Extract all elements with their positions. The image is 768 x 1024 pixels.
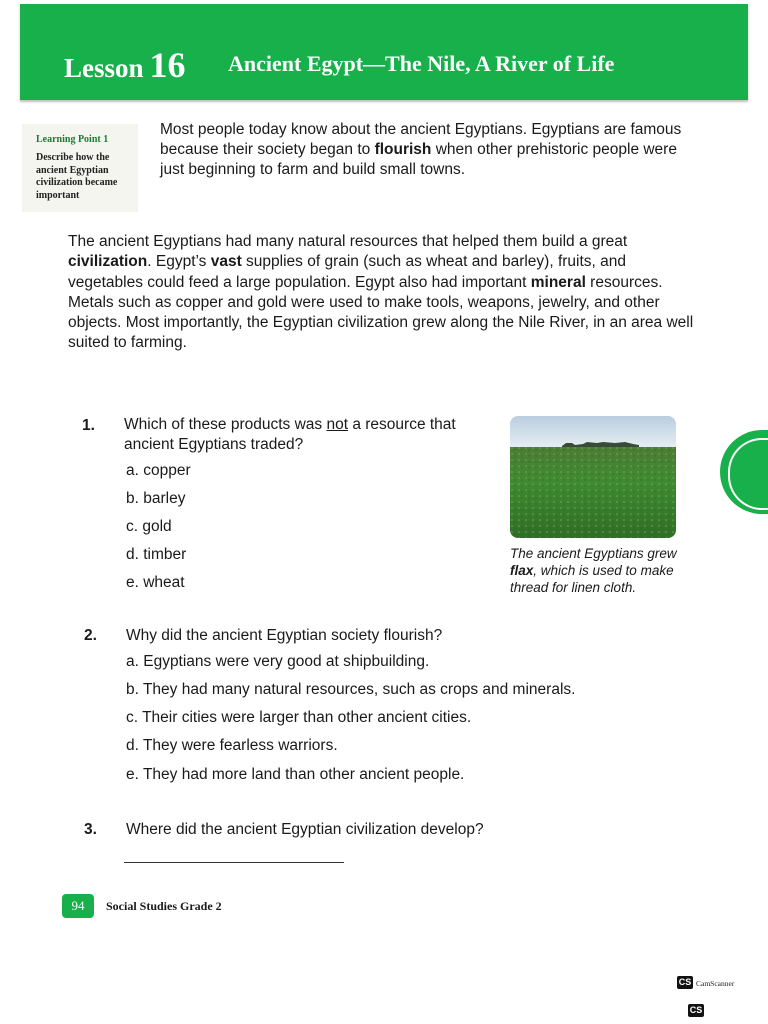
flax-field-image: [510, 416, 676, 538]
paragraph-text: resources. Metals such as copper and gold were used to make tools, weapons, jewelry, and other objects. Most importantly, the Egyptian civilization grew along the Nile River, in an area well suited to farming.: [68, 273, 694, 352]
term-vast: vast: [210, 253, 242, 271]
camscanner-logo-icon: CS: [689, 1005, 703, 1015]
learning-point-title: Learning Point 1: [36, 134, 109, 145]
intro-paragraph: [160, 120, 700, 180]
main-paragraph: [68, 232, 700, 354]
lesson-word: Lesson: [64, 53, 144, 83]
footer-text: Social Studies Grade 2: [106, 899, 222, 913]
question-1-number: 1.: [82, 417, 95, 434]
question-2-option[interactable]: b. They had many natural resources, such as crops and minerals.: [126, 681, 576, 698]
question-text: Which of these products was: [124, 416, 327, 433]
caption-bold-term: flax: [510, 563, 534, 578]
photo-caption: [510, 545, 680, 596]
lesson-label: [64, 44, 186, 86]
paragraph-text: . Egypt’s: [147, 253, 211, 271]
intro-bold-term: flourish: [374, 141, 432, 158]
question-2-text: Why did the ancient Egyptian society flourish?: [126, 627, 443, 644]
intro-text: Most people today know about the ancient Egyptians. Egyptians are famous because their society began to: [160, 121, 682, 158]
question-1-text: [124, 415, 494, 455]
question-text: a resource that ancient Egyptians traded?: [124, 416, 456, 453]
lesson-title: Ancient Egypt—The Nile, A River of Life: [228, 51, 615, 76]
question-1-option[interactable]: c. gold: [126, 518, 172, 535]
question-2-option[interactable]: d. They were fearless warriors.: [126, 737, 338, 754]
question-1-option[interactable]: e. wheat: [126, 574, 185, 591]
question-2-option[interactable]: c. Their cities were larger than other ancient cities.: [126, 709, 472, 726]
flax-field-photo: [510, 416, 676, 538]
question-1-option[interactable]: d. timber: [126, 546, 187, 563]
learning-point-box: [22, 124, 138, 212]
intro-text-end: when other prehistoric people were just beginning to farm and build small towns.: [160, 141, 677, 178]
lesson-number: 16: [149, 45, 186, 85]
lesson-header: [20, 4, 748, 100]
question-3-number: 3.: [84, 821, 97, 838]
camscanner-logo-icon: CS: [678, 977, 692, 987]
answer-line[interactable]: [124, 862, 344, 863]
question-2-option[interactable]: e. They had more land than other ancient people.: [126, 766, 465, 783]
paragraph-text: supplies of grain (such as wheat and barley), fruits, and vegetables could feed a large population. Egypt also had important: [68, 253, 627, 291]
side-tab-icon: [720, 430, 768, 514]
caption-text: The ancient Egyptians grew: [510, 546, 677, 561]
learning-point-description: Describe how the ancient Egyptian civilization became important: [36, 152, 118, 201]
question-2-option[interactable]: a. Egyptians were very good at shipbuilding.: [126, 653, 430, 670]
page-number: 94: [62, 894, 94, 918]
question-1-option[interactable]: a. copper: [126, 462, 191, 479]
term-civilization: civilization: [68, 253, 148, 271]
question-2-number: 2.: [84, 627, 97, 644]
paragraph-text: The ancient Egyptians had many natural resources that helped them build a great: [68, 233, 628, 250]
question-1-option[interactable]: b. barley: [126, 490, 186, 507]
caption-text-end: , which is used to make thread for linen cloth.: [510, 563, 674, 595]
camscanner-text: CamScanner: [696, 979, 735, 988]
term-mineral: mineral: [530, 273, 586, 291]
question-underlined-word: not: [326, 416, 349, 433]
question-3-text: Where did the ancient Egyptian civilization develop?: [126, 821, 484, 838]
